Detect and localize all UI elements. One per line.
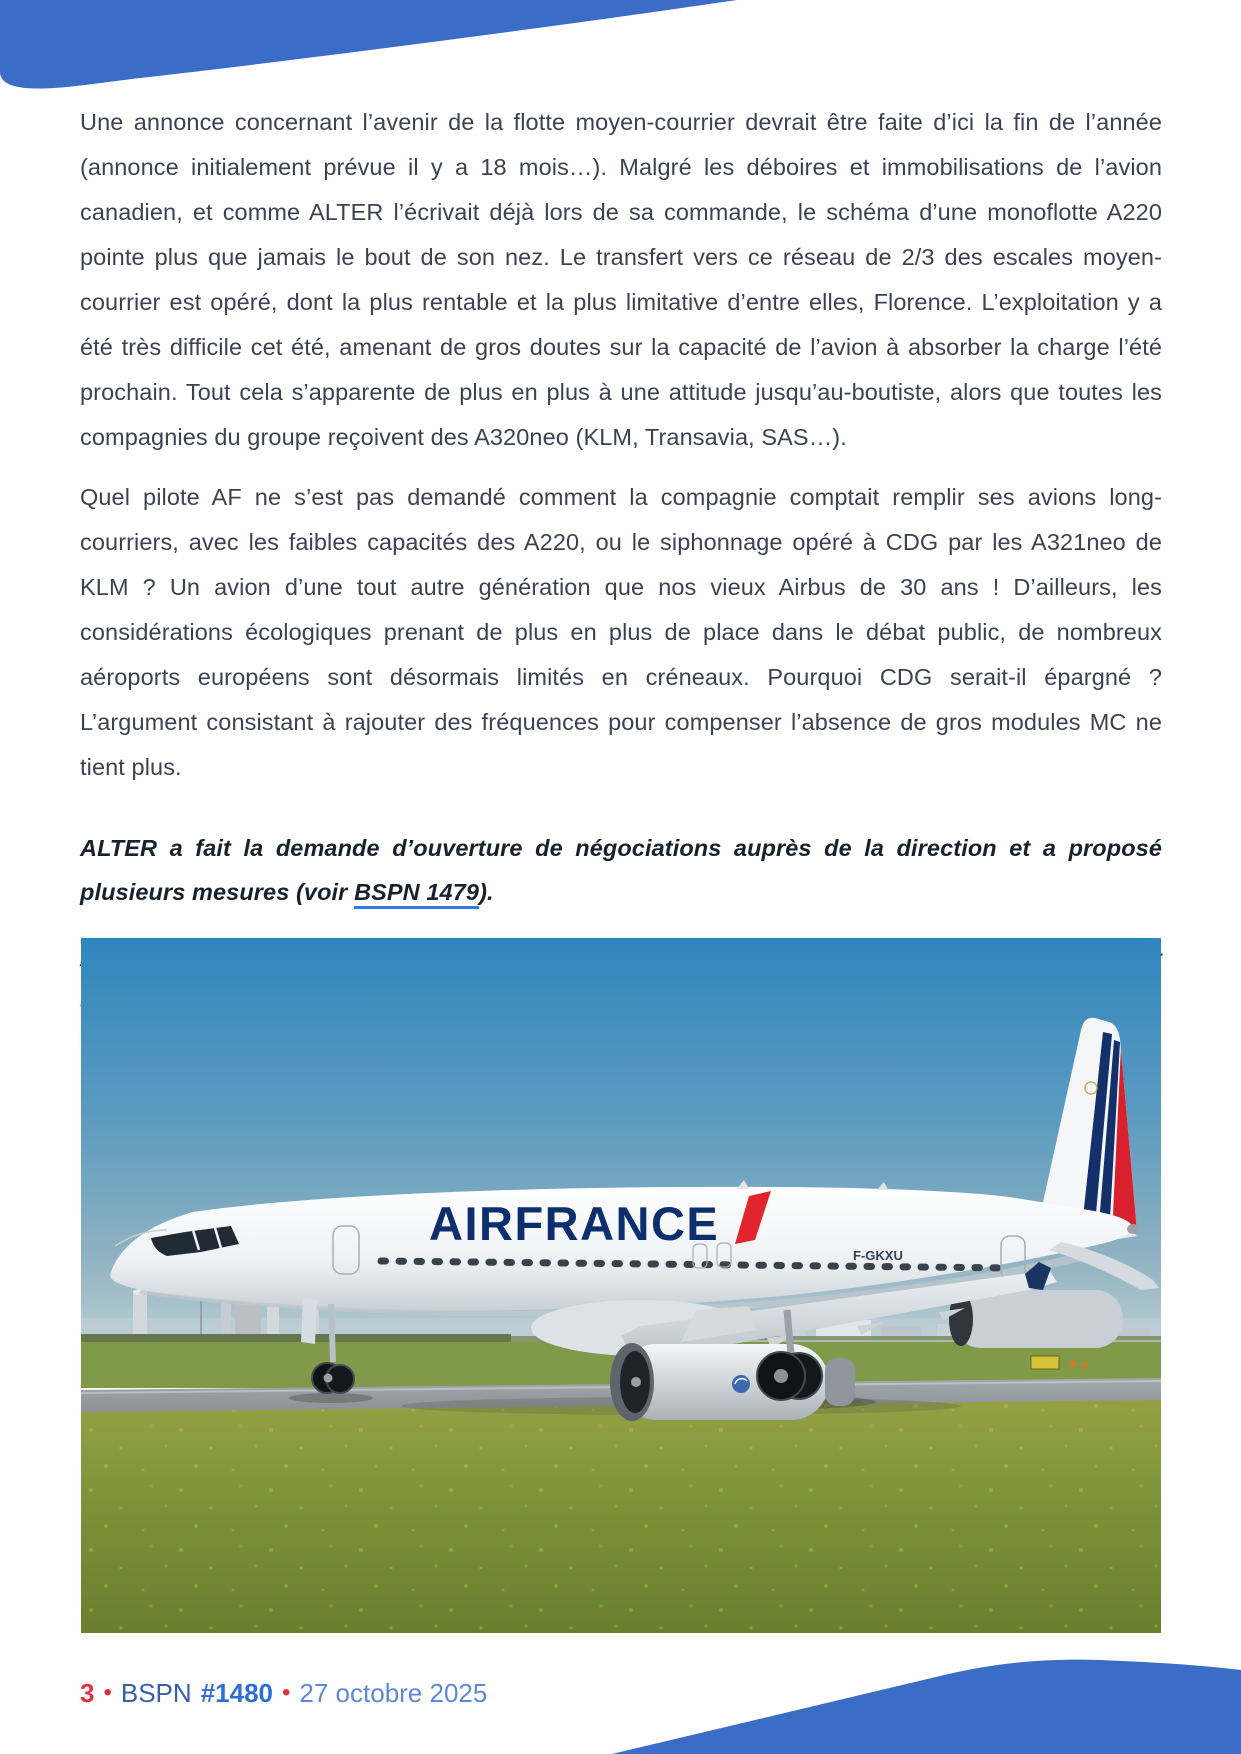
airplane-photo-illustration xyxy=(80,938,1162,1633)
registration-text: F-GKXU xyxy=(853,1248,903,1263)
footer-separator-1: • xyxy=(103,1679,112,1706)
issue-number: #1480 xyxy=(200,1678,273,1708)
paragraph-2: Quel pilote AF ne s’est pas demandé comment la compagnie comptait remplir ses avions long-courriers, avec les faibles capacités des A220, ou le siphonnage opéré à CDG par les A321neo de KLM ? Un avion d’une tout autre génération que nos vieux Airbus de 30 ans ! D’ailleurs, les considérations écologiques prenant de plus en plus de place dans le débat public, de nombreux aéroports européens sont désormais limités en créneaux. Pourquoi CDG serait-il épargné ? L’argument consistant à rajouter des fréquences pour compenser l’absence de gros modules MC ne tient plus. xyxy=(80,484,1162,780)
bspn-1479-link[interactable]: BSPN 1479 xyxy=(354,879,479,909)
article xyxy=(80,100,1162,1024)
airfrance-a320-photo xyxy=(80,938,1162,1633)
lead-paragraph-1 xyxy=(80,826,1162,914)
bulletin-name: BSPN xyxy=(120,1678,192,1708)
top-curve-decoration xyxy=(0,0,1241,100)
bottom-curve-decoration xyxy=(0,1654,1241,1754)
airline-title-text: AIRFRANCE xyxy=(429,1197,720,1250)
lead-1-text-after: ). xyxy=(479,879,494,905)
footer-separator-2: • xyxy=(282,1679,291,1706)
paragraph-1: Une annonce concernant l’avenir de la flotte moyen-courrier devrait être faite d’ici la fin de l’année (annonce initialement prévue il y a 18 mois…). Malgré les déboires et immobilisations de l’avion canadien, et comme ALTER l’écrivait déjà lors de sa commande, le schéma d’une monoflotte A220 pointe plus que jamais le bout de son nez. Le transfert vers ce réseau de 2/3 des escales moyen-courrier est opéré, dont la plus rentable et la plus limitative d’entre elles, Florence. L’exploitation y a été très difficile cet été, amenant de gros doutes sur la capacité de l’avion à absorber la charge l’été prochain. Tout cela s’apparente de plus en plus à une attitude jusqu’au-boutiste, alors que toutes les compagnies du groupe reçoivent des A320neo (KLM, Transavia, SAS…). xyxy=(80,109,1162,450)
foreground-grass xyxy=(81,1400,1161,1633)
page-number: 3 xyxy=(80,1678,95,1708)
lead-1-text: ALTER a fait la demande d’ouverture de négociations auprès de la direction et a proposé plusieurs mesures (voir xyxy=(80,835,1162,905)
publication-date: 27 octobre 2025 xyxy=(299,1678,488,1708)
